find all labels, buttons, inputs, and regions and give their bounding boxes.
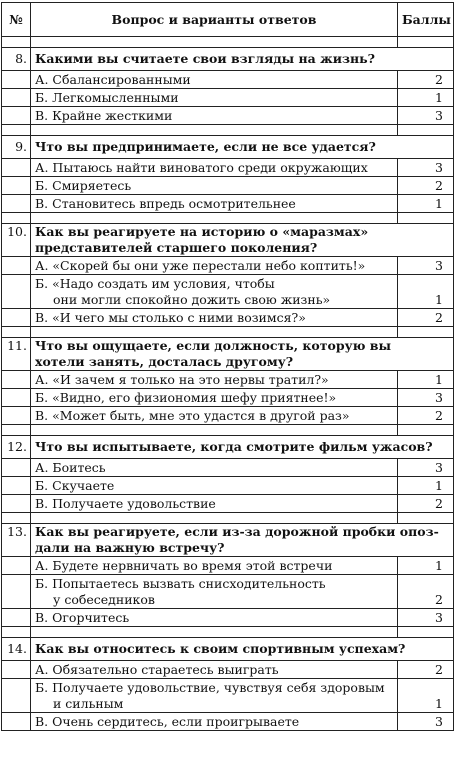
questionnaire-table: [1, 2, 454, 731]
spacer-row: [2, 425, 454, 436]
answer-text: Б. Смиряетесь: [31, 177, 398, 195]
answer-points: 2: [398, 661, 454, 679]
question-text: Что вы испытываете, когда смотрите фильм ужасов?: [31, 436, 454, 459]
spacer-row: [2, 513, 454, 524]
question-number: 12.: [2, 436, 31, 459]
answer-points: 1: [398, 477, 454, 495]
question-number: 9.: [2, 136, 31, 159]
question-text: [31, 524, 454, 557]
question-text-line: дали на важную встречу?: [35, 540, 225, 555]
question-text: Что вы предпринимаете, если не все удается?: [31, 136, 454, 159]
answer-points: 2: [398, 309, 454, 327]
answer-points: 2: [398, 407, 454, 425]
answer-text: [31, 275, 398, 309]
answer-text: А. Сбалансированными: [31, 71, 398, 89]
answer-text: В. Получаете удовольствие: [31, 495, 398, 513]
answer-text-line: и сильным: [53, 695, 124, 711]
answer-text: А. Будете нервничать во время этой встречи: [31, 557, 398, 575]
answer-row: [2, 71, 454, 89]
answer-points: 1: [398, 89, 454, 107]
answer-text: В. «Может быть, мне это удастся в другой раз»: [31, 407, 398, 425]
answer-row: [2, 275, 454, 309]
header-row: [2, 3, 454, 37]
header-num: №: [2, 3, 31, 37]
answer-points: 3: [398, 459, 454, 477]
question-text: Как вы относитесь к своим спортивным успехам?: [31, 638, 454, 661]
answer-points: 1: [398, 275, 454, 309]
answer-text: В. «И чего мы столько с ними возимся?»: [31, 309, 398, 327]
answer-text: А. Боитесь: [31, 459, 398, 477]
answer-text: В. Становитесь впредь осмотрительнее: [31, 195, 398, 213]
spacer-row: [2, 37, 454, 48]
answer-row: [2, 459, 454, 477]
spacer-row: [2, 213, 454, 224]
answer-points: 2: [398, 71, 454, 89]
answer-row: [2, 407, 454, 425]
answer-row: [2, 661, 454, 679]
question-text: Какими вы считаете свои взгляды на жизнь?: [31, 48, 454, 71]
answer-points: 3: [398, 257, 454, 275]
answer-text: А. Обязательно стараетесь выиграть: [31, 661, 398, 679]
answer-text: В. Очень сердитесь, если проигрываете: [31, 713, 398, 731]
answer-text-line: Б. Попытаетесь вызвать снисходительность: [35, 575, 326, 591]
answer-points: 1: [398, 195, 454, 213]
answer-text: В. Крайне жесткими: [31, 107, 398, 125]
answer-points: 3: [398, 609, 454, 627]
question-row: [2, 638, 454, 661]
answer-row: [2, 371, 454, 389]
answer-row: [2, 89, 454, 107]
question-text-line: хотели занять, досталась другому?: [35, 354, 294, 369]
question-row: [2, 136, 454, 159]
answer-row: [2, 257, 454, 275]
question-text: [31, 224, 454, 257]
question-number: 8.: [2, 48, 31, 71]
question-row: [2, 338, 454, 371]
answer-text: А. «И зачем я только на это нервы тратил?»: [31, 371, 398, 389]
answer-points: 2: [398, 177, 454, 195]
question-row: [2, 524, 454, 557]
answer-text: А. «Скорей бы они уже перестали небо коптить!»: [31, 257, 398, 275]
spacer-row: [2, 125, 454, 136]
question-number: 10.: [2, 224, 31, 257]
question-row: [2, 436, 454, 459]
answer-row: [2, 159, 454, 177]
question-text: [31, 338, 454, 371]
answer-text: Б. «Видно, его физиономия шефу приятнее!»: [31, 389, 398, 407]
answer-points: 1: [398, 557, 454, 575]
answer-row: [2, 477, 454, 495]
answer-row: [2, 557, 454, 575]
question-text-line: представителей старшего поколения?: [35, 240, 318, 255]
answer-points: 3: [398, 389, 454, 407]
answer-points: 1: [398, 371, 454, 389]
answer-text-line: Б. Получаете удовольствие, чувствуя себя здоровым: [35, 679, 385, 695]
answer-text: Б. Скучаете: [31, 477, 398, 495]
answer-row: [2, 107, 454, 125]
answer-points: 3: [398, 107, 454, 125]
answer-row: [2, 713, 454, 731]
answer-row: [2, 389, 454, 407]
answer-row: [2, 309, 454, 327]
answer-row: [2, 575, 454, 609]
answer-text: А. Пытаюсь найти виноватого среди окружающих: [31, 159, 398, 177]
question-number: 11.: [2, 338, 31, 371]
question-row: [2, 48, 454, 71]
spacer-row: [2, 327, 454, 338]
answer-row: [2, 195, 454, 213]
answer-points: 2: [398, 575, 454, 609]
question-number: 14.: [2, 638, 31, 661]
spacer-row: [2, 627, 454, 638]
answer-text-line: Б. «Надо создать им условия, чтобы: [35, 275, 275, 291]
answer-text-line: у собеседников: [53, 591, 155, 607]
answer-text-line: они могли спокойно дожить свою жизнь»: [53, 291, 331, 307]
question-row: [2, 224, 454, 257]
question-text-line: Как вы реагируете, если из-за дорожной пробки опоз-: [35, 524, 439, 539]
answer-text: [31, 679, 398, 713]
answer-text: В. Огорчитесь: [31, 609, 398, 627]
header-question: Вопрос и варианты ответов: [31, 3, 398, 37]
header-points: Баллы: [398, 3, 454, 37]
answer-text: [31, 575, 398, 609]
question-number: 13.: [2, 524, 31, 557]
answer-points: 2: [398, 495, 454, 513]
answer-row: [2, 679, 454, 713]
answer-points: 3: [398, 159, 454, 177]
answer-points: 1: [398, 679, 454, 713]
question-text-line: Что вы ощущаете, если должность, которую вы: [35, 338, 391, 353]
question-text-line: Как вы реагируете на историю о «маразмах»: [35, 224, 369, 239]
answer-row: [2, 495, 454, 513]
answer-row: [2, 609, 454, 627]
answer-points: 3: [398, 713, 454, 731]
answer-text: Б. Легкомысленными: [31, 89, 398, 107]
answer-row: [2, 177, 454, 195]
